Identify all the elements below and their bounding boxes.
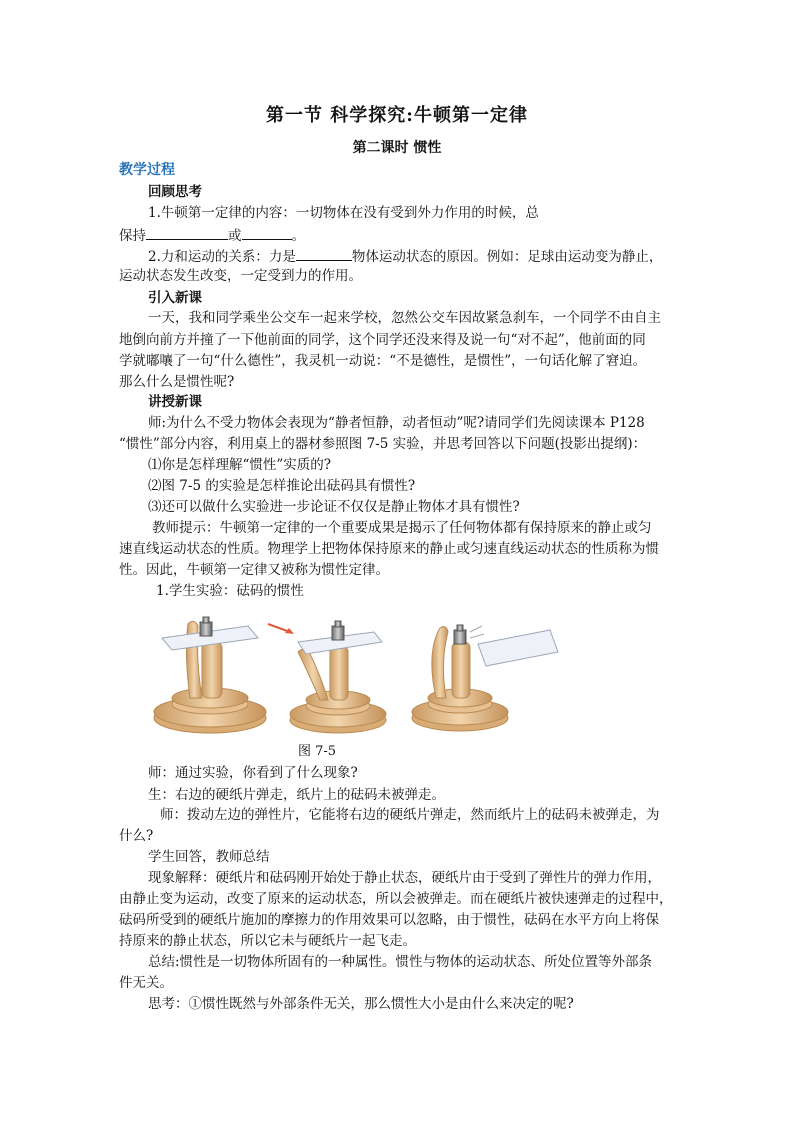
summary-line1: 总结:惯性是一切物体所固有的一种属性。惯性与物体的运动状态、所处位置等外部条	[148, 954, 653, 970]
dialog-teacher-question: 师：通过实验，你看到了什么现象?	[148, 765, 358, 781]
dialog-summary-note: 学生回答，教师总结	[148, 849, 270, 865]
dialog-teacher-line1: 师：拨动左边的弹性片，它能将右边的硬纸片弹走，然而纸片上的砝码未被弹走，为	[160, 807, 660, 823]
answer-blank[interactable]	[146, 225, 228, 240]
lecture-line2: “惯性”部分内容，利用桌上的器材参照图 7-5 实验，并思考回答以下问题(投影出提纲)：	[119, 436, 647, 452]
lecture-line1: 师:为什么不受力物体会表现为“静者恒静，动者恒动”呢?请同学们先阅读课本 P128	[148, 415, 645, 431]
figure-inertia-apparatus	[148, 612, 668, 742]
lecture-question-1: ⑴你是怎样理解“惯性”实质的?	[148, 457, 332, 473]
review-q1-line2	[119, 225, 305, 245]
answer-blank[interactable]	[242, 225, 292, 240]
review-heading: 回顾思考	[148, 184, 202, 200]
review-q1-line1: 1.牛顿第一定律的内容：一切物体在没有受到外力作用的时候，总	[148, 205, 539, 221]
review-q1-prefix: 保持	[119, 228, 146, 244]
review-q2-prefix: 2.力和运动的关系：力是	[148, 249, 296, 265]
explanation-line1: 现象解释：硬纸片和砝码刚开始处于静止状态，硬纸片由于受到了弹性片的弹力作用，	[148, 870, 661, 886]
apparatus-card-flown	[412, 625, 558, 731]
explanation-line2: 由静止变为运动，改变了原来的运动状态，所以会被弹走。而在硬纸片被快速弹走的过程中，	[119, 891, 673, 907]
section-label: 教学过程	[119, 162, 175, 178]
explanation-line3: 砝码所受到的硬纸片施加的摩擦力的作用效果可以忽略，由于惯性，砝码在水平方向上将保	[119, 912, 659, 928]
experiment-label: 1.学生实验：砝码的惯性	[156, 583, 304, 599]
teacher-hint-line3: 性。因此，牛顿第一定律又被称为惯性定律。	[119, 562, 389, 578]
thinking-question: 思考：①惯性既然与外部条件无关，那么惯性大小是由什么来决定的呢?	[148, 996, 574, 1012]
lecture-heading: 讲授新课	[148, 394, 202, 410]
intro-line3: 学就嘟嚷了一句“什么德性”，我灵机一动说：“不是德性，是惯性”，一句话化解了窘迫。	[119, 353, 647, 369]
teacher-hint-line1: 教师提示：牛顿第一定律的一个重要成果是揭示了任何物体都有保持原来的静止或匀	[152, 520, 652, 536]
apparatus-initial	[154, 617, 266, 733]
review-q1-or: 或	[228, 228, 242, 244]
review-q1-end: 。	[291, 228, 305, 244]
page-subtitle: 第二课时 惯性	[352, 140, 442, 156]
summary-line2: 件无关。	[119, 975, 173, 991]
lecture-question-2: ⑵图 7-5 的实验是怎样推论出砝码具有惯性?	[148, 478, 416, 494]
apparatus-flicking	[268, 621, 386, 733]
answer-blank[interactable]	[296, 246, 352, 261]
page-title: 第一节 科学探究:牛顿第一定律	[266, 105, 528, 126]
teacher-hint-line2: 速直线运动状态的性质。物理学上把物体保持原来的静止或匀速直线运动状态的性质称为惯	[119, 541, 659, 557]
dialog-teacher-line2: 什么?	[119, 828, 154, 844]
intro-line1: 一天，我和同学乘坐公交车一起来学校，忽然公交车因故紧急刹车，一个同学不由自主	[148, 310, 661, 326]
figure-caption: 图 7-5	[297, 744, 337, 759]
intro-line2: 地倒向前方并撞了一下他前面的同学，这个同学还没来得及说一句“对不起”，他前面的同	[119, 332, 646, 348]
intro-heading: 引入新课	[148, 290, 202, 306]
dialog-student-answer: 生：右边的硬纸片弹走，纸片上的砝码未被弹走。	[148, 787, 445, 803]
review-q2-suffix: 物体运动状态的原因。例如：足球由运动变为静止，	[351, 249, 663, 265]
explanation-line4: 持原来的静止状态，所以它未与硬纸片一起飞走。	[119, 933, 416, 949]
review-q2-line2: 运动状态发生改变，一定受到力的作用。	[119, 268, 362, 284]
lecture-question-3: ⑶还可以做什么实验进一步论证不仅仅是静止物体才具有惯性?	[148, 499, 520, 515]
review-q2-line1	[148, 246, 662, 266]
intro-line4: 那么什么是惯性呢?	[119, 374, 235, 390]
